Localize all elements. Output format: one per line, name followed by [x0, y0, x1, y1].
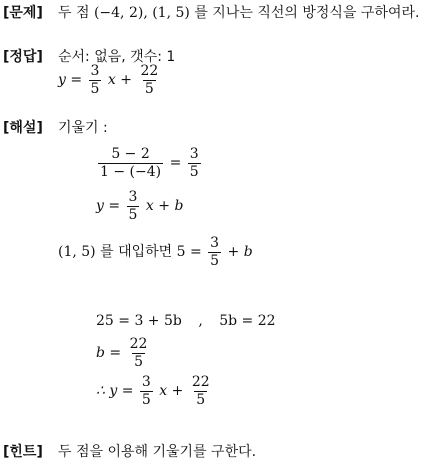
- answer-fraction-1: $\frac{3}{5}$: [90, 63, 100, 97]
- problem-label: [문제]: [3, 5, 43, 21]
- final-fraction-1: $\frac{3}{5}$: [141, 374, 151, 408]
- answer-equation: [58, 64, 162, 96]
- hint-label: [힌트]: [3, 444, 43, 460]
- problem-prefix: 두 점: [58, 5, 90, 21]
- slope-equals: =: [169, 155, 182, 172]
- answer-label: [정답]: [3, 49, 43, 65]
- equation-25: 25 = 3 + 5b , 5b = 22: [96, 313, 276, 329]
- problem-text: [58, 2, 419, 22]
- solution-label: [해설]: [3, 120, 43, 136]
- answer-eq-mid: x +: [107, 72, 132, 89]
- line-form-equation: y = $\frac{3}{5}$ x + b: [96, 189, 184, 223]
- substitution-rest: + b: [227, 244, 253, 261]
- slope-result-fraction: $\frac{3}{5}$: [189, 146, 199, 180]
- answer-eq-y: y =: [58, 72, 83, 89]
- line-form-fraction: $\frac{3}{5}$: [128, 189, 138, 223]
- slope-fraction: $\frac{5 - 2}{1 - (-4)}$: [100, 146, 162, 180]
- b-value-fraction: $\frac{22}{5}$: [129, 336, 148, 370]
- final-fraction-2: $\frac{22}{5}$: [191, 374, 210, 408]
- substitution-point: (1, 5): [58, 244, 96, 261]
- substitution-fraction: $\frac{3}{5}$: [210, 235, 220, 269]
- problem-suffix: 를 지나는 직선의 방정식을 구하여라.: [194, 5, 420, 21]
- substitution-lhs: 5 =: [176, 244, 202, 261]
- final-equation: ∴ y = $\frac{3}{5}$ x + $\frac{22}{5}$: [96, 374, 210, 408]
- hint-text: 두 점을 이용해 기울기를 구한다.: [58, 444, 257, 460]
- answer-summary: 순서: 없음, 갯수: 1: [58, 49, 176, 65]
- problem-points: (−4, 2), (1, 5): [93, 5, 190, 21]
- answer-fraction-2: $\frac{22}{5}$: [140, 63, 159, 97]
- b-value-equation: b = $\frac{22}{5}$: [96, 336, 148, 370]
- substitution-line: [58, 236, 253, 268]
- substitution-text: 를 대입하면: [100, 244, 173, 261]
- slope-equation: [96, 147, 203, 179]
- solution-intro: 기울기 :: [58, 120, 108, 136]
